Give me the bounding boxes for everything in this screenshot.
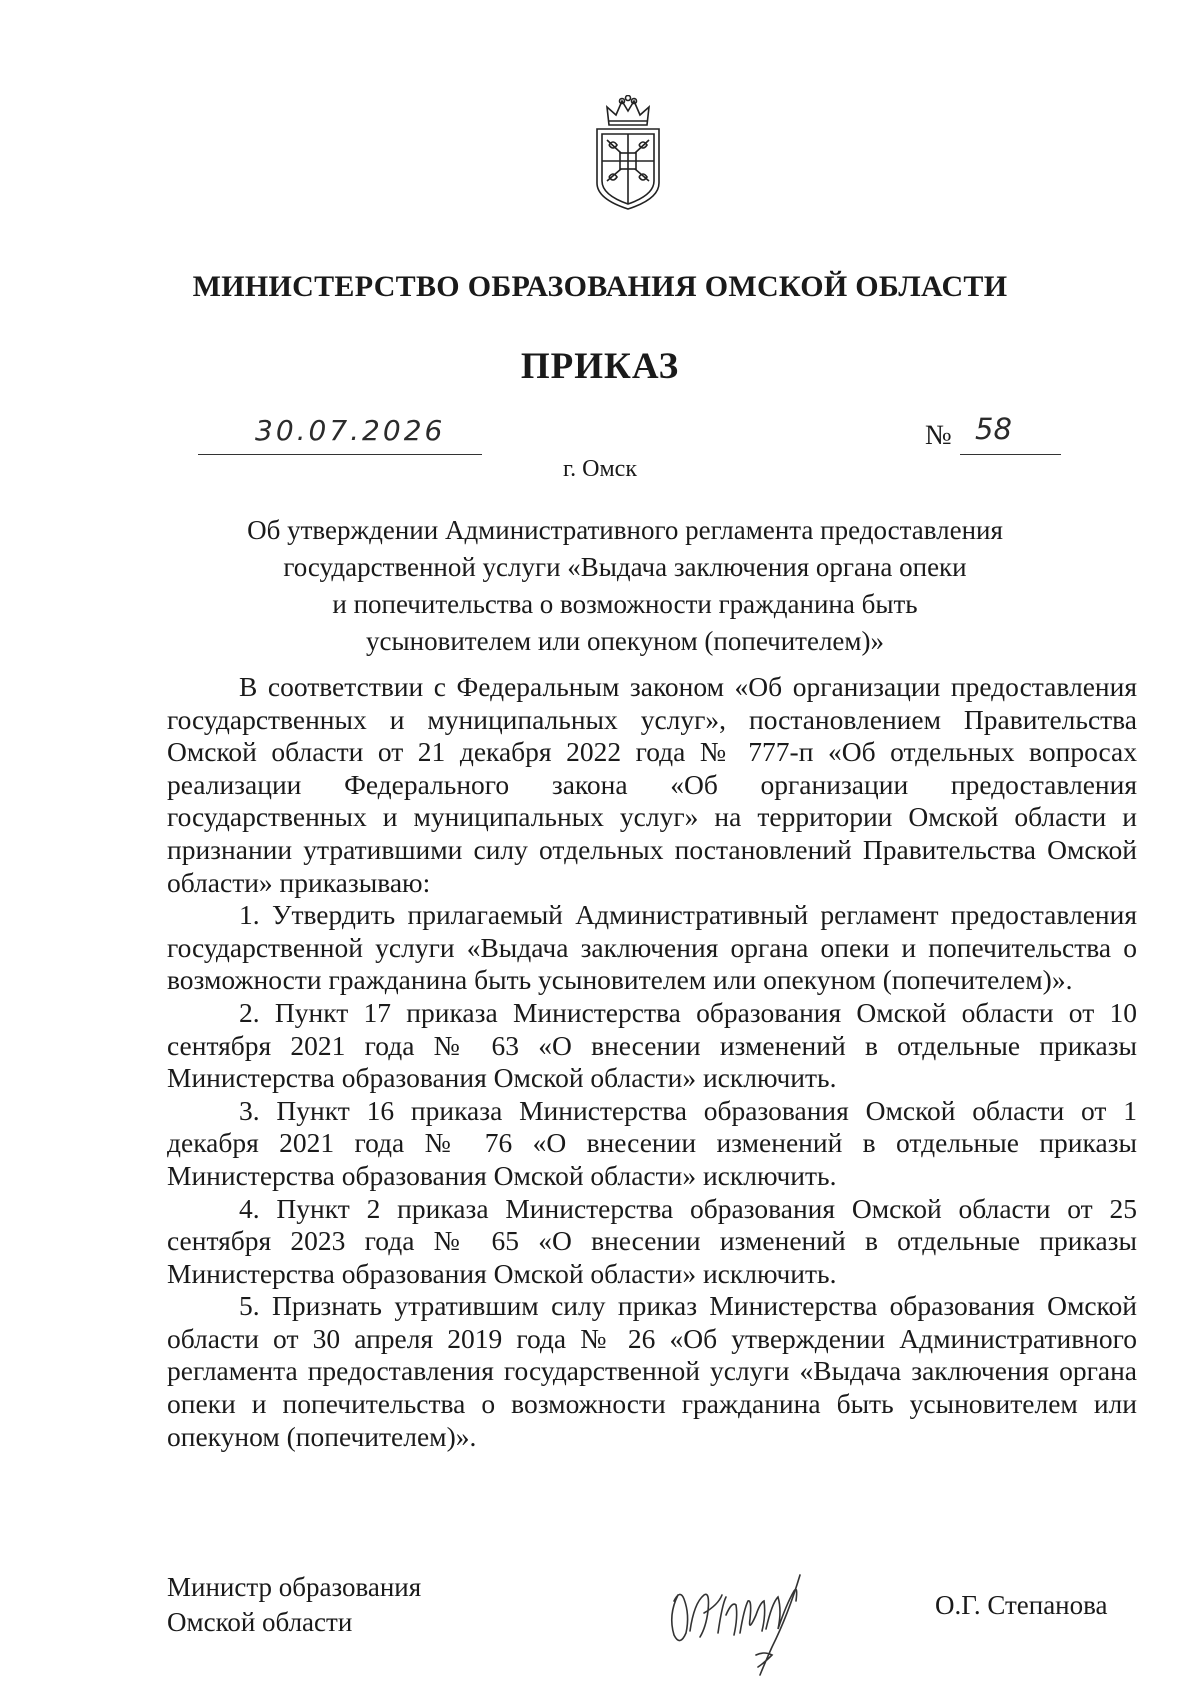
order-item-5: 5. Признать утратившим силу приказ Министерства образования Омской области от 30 апреля 2019 года № 26 «Об утверждении Административного регламента предоставления государственной услуги «Выдача заключения органа опеки и попечительства о возможности гражданина быть усыновителем или опекуном (попечителем)». [167, 1290, 1137, 1452]
omsk-oblast-coat-of-arms-icon [587, 95, 669, 213]
order-item-3: 3. Пункт 16 приказа Министерства образования Омской области от 1 декабря 2021 года № 76 «О внесении изменений в отдельные приказы Министерства образования Омской области» исключить. [167, 1094, 1137, 1191]
number-label: № [925, 420, 952, 451]
signatory-title-line: Омской области [167, 1607, 353, 1637]
document-date: 30.07.2026 [255, 414, 446, 447]
title-line: государственной услуги «Выдача заключения органа опеки [283, 552, 967, 582]
city: г. Омск [563, 456, 637, 482]
document-type: ПРИКАЗ [520, 346, 680, 387]
date-underline [198, 454, 482, 455]
handwritten-signature-icon [660, 1555, 835, 1685]
signatory-name: О.Г. Степанова [935, 1590, 1108, 1620]
document-number: 58 [975, 412, 1012, 446]
document-title [200, 512, 1050, 660]
signatory-title-line: Министр образования [167, 1572, 422, 1602]
title-line: Об утверждении Административного регламента предоставления [247, 515, 1003, 545]
title-line: усыновителем или опекуном (попечителем)» [366, 626, 884, 656]
ministry-name: МИНИСТЕРСТВО ОБРАЗОВАНИЯ ОМСКОЙ ОБЛАСТИ [192, 270, 1008, 303]
order-item-2: 2. Пункт 17 приказа Министерства образования Омской области от 10 сентября 2021 года № 63 «О внесении изменений в отдельные приказы Министерства образования Омской области» исключить. [167, 996, 1137, 1094]
document-body [167, 671, 1137, 1453]
title-line: и попечительства о возможности гражданина быть [332, 589, 918, 619]
signatory-title [167, 1570, 421, 1640]
order-item-1: 1. Утвердить прилагаемый Административный регламент предоставления государственной услуги «Выдача заключения органа опеки и попечительства о возможности гражданина быть усыновителем или опекуном (попечителем)». [167, 899, 1137, 996]
number-underline [960, 454, 1061, 455]
order-item-4: 4. Пункт 2 приказа Министерства образования Омской области от 25 сентября 2023 года № 65 «О внесении изменений в отдельные приказы Министерства образования Омской области» исключить. [167, 1192, 1137, 1289]
preamble-paragraph: В соответствии с Федеральным законом «Об организации предоставления государственных и муниципальных услуг», постановлением Правительства Омской области от 21 декабря 2022 года № 777-п «Об отдельных вопросах реализации Федерального закона «Об организации предоставления государственных и муниципальных услуг» на территории Омской области и признании утратившими силу отдельных постановлений Правительства Омской области» приказываю: [167, 671, 1137, 898]
